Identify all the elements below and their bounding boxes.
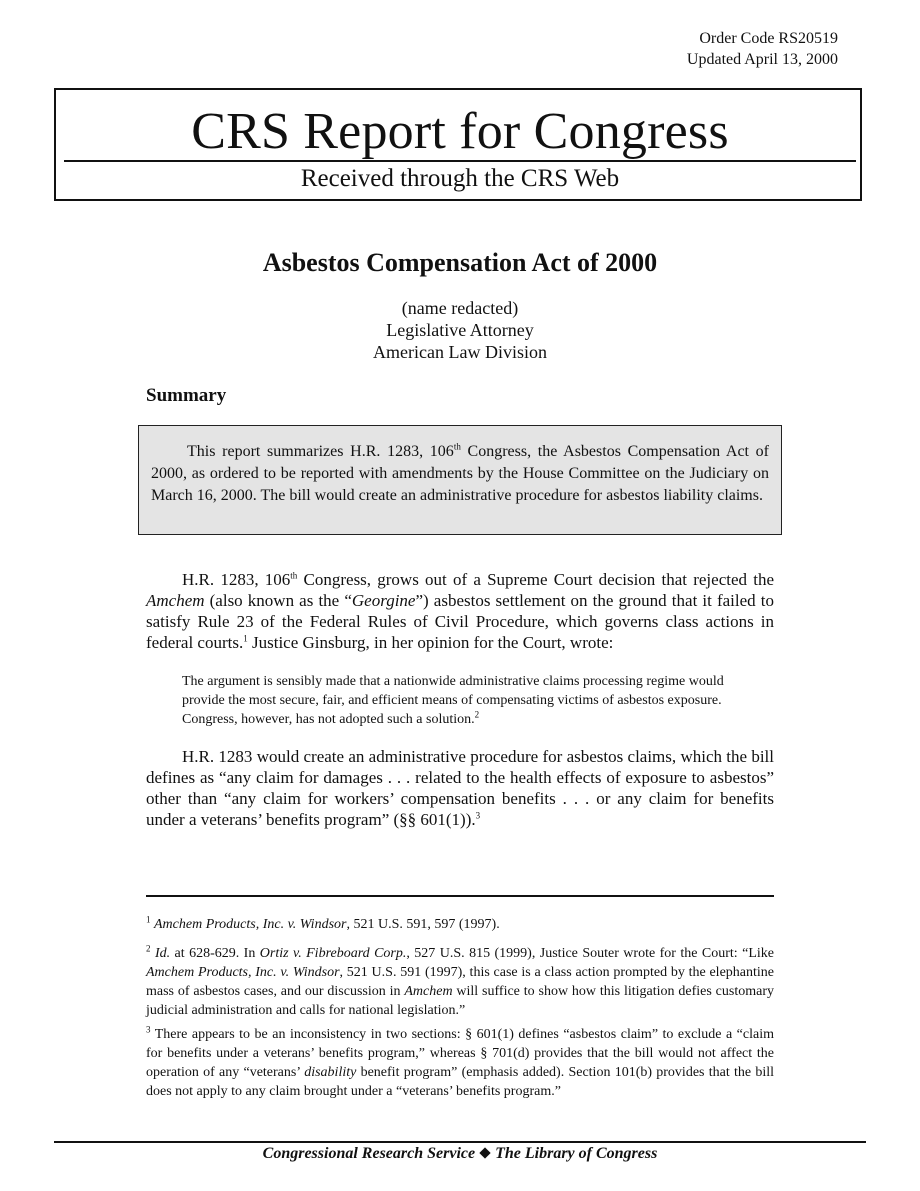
diamond-icon — [479, 1148, 490, 1159]
footnote-text: , 521 U.S. 591 (1997), this case is a class action prompted by the elephantine mass of asbestos cases, and our discussion in — [146, 965, 774, 999]
p1-text: ”) asbestos settlement on the ground that it failed to satisfy Rule 23 of the Federal Rules of Civil Procedure, which governs class actions in federal courts. — [146, 591, 774, 652]
order-code-block — [687, 28, 838, 70]
p2-text: H.R. 1283 would create an administrative procedure for asbestos claims, which the bill defines as “any claim for damages . . . related to the health effects of exposure to asbestos” other than “any claim for workers’ compensation benefits . . . or any claim for benefits under a veterans’ benefits program” (§§ 601(1)). — [146, 747, 774, 829]
summary-heading: Summary — [146, 385, 227, 406]
summary-text: This report summarizes H.R. 1283, 106 — [187, 443, 454, 460]
report-title: CRS Report for Congress — [191, 103, 729, 160]
footnote-text: benefit program” (emphasis added). Section 101(b) provides that the bill does not apply to any claim brought under a “veterans’ benefits program.” — [146, 1065, 774, 1099]
footnote-ref-3[interactable]: 3 — [475, 810, 481, 821]
author-block — [0, 297, 920, 363]
author-division: American Law Division — [373, 342, 547, 362]
header-divider — [64, 160, 856, 162]
block-quote — [182, 672, 742, 729]
quote-text: The argument is sensibly made that a nationwide administrative claims processing regime would provide the most secure, fair, and efficient means of compensating victims of asbestos exposure. Congress, however, has not adopted such a solution. — [182, 674, 724, 727]
footnote-number: 3 — [146, 1024, 151, 1035]
order-code: Order Code RS20519 — [699, 30, 838, 47]
p1-text: Justice Ginsburg, in her opinion for the Court, wrote: — [247, 633, 614, 652]
footnote-3 — [146, 1025, 774, 1101]
updated-date: Updated April 13, 2000 — [686, 51, 838, 68]
footnote-1 — [146, 915, 774, 934]
body-paragraph-1 — [146, 569, 774, 653]
footnote-text: There appears to be an inconsistency in two sections: § 601(1) defines “asbestos claim” to exclude a “claim for benefits under a veterans’ benefits program,” whereas § 701(d) provides that the bill would not affect the operation of any “veterans’ — [146, 1027, 774, 1080]
p1-ordinal: th — [290, 570, 298, 581]
footnote-2 — [146, 944, 774, 1020]
summary-ordinal: th — [453, 441, 461, 452]
author-role: Legislative Attorney — [386, 320, 534, 340]
summary-box — [138, 425, 782, 535]
footnote-citation: Amchem Products, Inc. v. Windsor — [154, 917, 347, 932]
footnote-emphasis: disability — [304, 1065, 357, 1080]
footnote-text: at 628-629. In — [170, 946, 260, 961]
author-name: (name redacted) — [401, 298, 519, 318]
footnote-text: , 527 U.S. 815 (1999), Justice Souter wrote for the Court: “Like — [406, 946, 775, 961]
footnote-citation: Amchem Products, Inc. v. Windsor — [146, 965, 340, 980]
document-title: Asbestos Compensation Act of 2000 — [262, 248, 658, 277]
footnote-citation: Ortiz v. Fibreboard Corp. — [259, 946, 407, 961]
body-paragraph-2 — [146, 746, 774, 830]
footer-left-text: Congressional Research Service — [262, 1145, 476, 1162]
page-footer — [0, 1143, 920, 1165]
footnote-number: 1 — [146, 914, 151, 925]
footnote-ref-1[interactable]: 1 — [243, 633, 248, 644]
footnote-text: will suffice to show how this litigation defies customary judicial administration and calls for national legislation.” — [146, 984, 775, 1018]
footnote-divider — [146, 895, 774, 897]
summary-text-rest: Congress, the Asbestos Compensation Act of 2000, as ordered to be reported with amendments by the House Committee on the Judiciary on March 16, 2000. The bill would create an administrative procedure for asbestos liability claims. — [151, 443, 770, 504]
report-subtitle: Received through the CRS Web — [300, 165, 620, 192]
footnote-citation: Id. — [154, 946, 171, 961]
footnote-ref-2[interactable]: 2 — [474, 709, 480, 720]
footnote-number: 2 — [146, 943, 151, 954]
p1-case-name: Amchem — [146, 591, 205, 610]
footnote-text: , 521 U.S. 591, 597 (1997). — [346, 917, 500, 932]
p1-text: H.R. 1283, 106 — [182, 570, 291, 589]
footer-right-text: The Library of Congress — [495, 1145, 658, 1162]
p1-text: (also known as the “ — [204, 591, 352, 610]
footnote-citation: Amchem — [404, 984, 453, 999]
p1-text: Congress, grows out of a Supreme Court decision that rejected the — [297, 570, 774, 589]
p1-case-name: Georgine — [351, 591, 416, 610]
